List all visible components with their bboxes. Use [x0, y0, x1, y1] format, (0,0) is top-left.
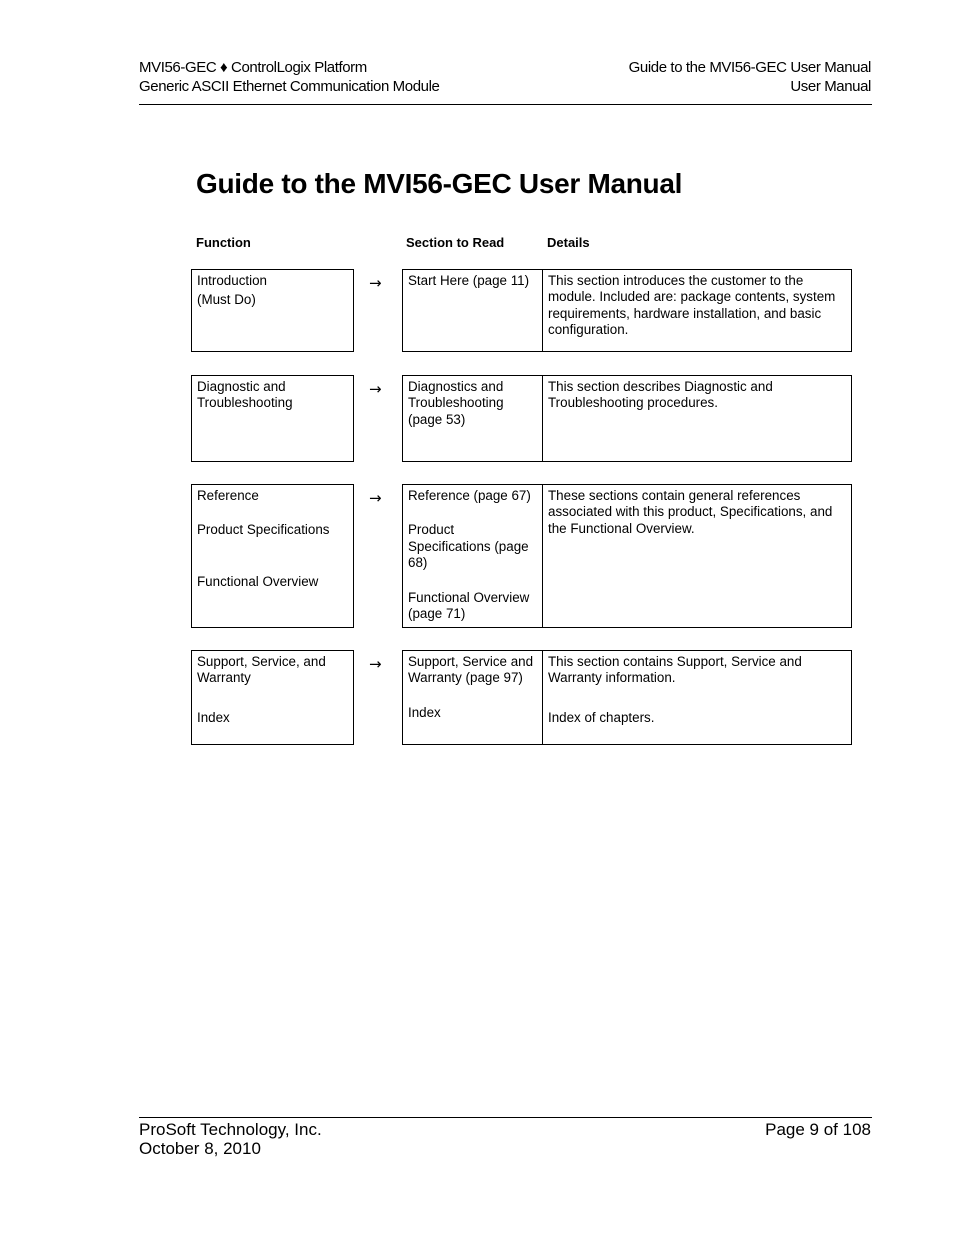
function-cell — [191, 484, 354, 628]
function-text: (Must Do) — [197, 292, 256, 308]
function-text: Diagnostic and Troubleshooting — [197, 379, 293, 411]
footer-divider — [139, 1117, 872, 1118]
arrow-icon: → — [369, 380, 382, 398]
section-cell — [402, 650, 543, 745]
section-link[interactable]: Index — [408, 704, 441, 720]
details-cell — [542, 650, 852, 745]
details-text: This section introduces the customer to the module. Included are: package contents, system requirements, hardware installation, and basic configuration. — [548, 273, 836, 338]
section-cell — [402, 269, 543, 352]
column-header-section: Section to Read — [406, 235, 505, 250]
column-header-details: Details — [547, 235, 590, 250]
details-text: These sections contain general references associated with this product, Specifications, and the Functional Overview. — [548, 488, 833, 536]
footer-company: ProSoft Technology, Inc. — [139, 1120, 322, 1139]
footer-left — [139, 1120, 322, 1158]
function-text: Functional Overview — [197, 573, 319, 589]
section-cell — [402, 375, 543, 462]
function-text: Index — [197, 709, 230, 725]
details-cell — [542, 484, 852, 628]
header-section-name: Guide to the MVI56-GEC User Manual — [628, 59, 871, 76]
details-text: This section contains Support, Service and Warranty information. — [548, 654, 802, 686]
details-text: Index of chapters. — [548, 709, 655, 725]
header-product-line: MVI56-GEC ♦ ControlLogix Platform — [139, 59, 367, 76]
function-cell — [191, 650, 354, 745]
function-cell — [191, 375, 354, 462]
arrow-icon: → — [369, 489, 382, 507]
arrow-icon: → — [369, 655, 382, 673]
column-header-function: Function — [196, 235, 251, 250]
section-link[interactable]: Start Here (page 11) — [408, 273, 530, 288]
section-link[interactable]: Support, Service and Warranty (page 97) — [408, 654, 534, 686]
details-cell — [542, 269, 852, 352]
page-title: Guide to the MVI56-GEC User Manual — [196, 168, 683, 199]
function-text: Product Specifications — [197, 522, 330, 538]
function-cell — [191, 269, 354, 352]
header-right — [629, 58, 871, 96]
section-cell — [402, 484, 543, 628]
section-link[interactable]: Diagnostics and Troubleshooting (page 53) — [408, 379, 504, 427]
function-text: Reference — [197, 488, 259, 503]
section-link[interactable]: Product Specifications (page 68) — [408, 522, 529, 571]
details-cell — [542, 375, 852, 462]
section-link[interactable]: Reference (page 67) — [408, 488, 531, 503]
details-text: This section describes Diagnostic and Troubleshooting procedures. — [548, 379, 773, 411]
header-left — [139, 58, 439, 96]
header-manual-type: User Manual — [790, 78, 871, 95]
section-link[interactable]: Functional Overview (page 71) — [408, 589, 530, 622]
footer-date: October 8, 2010 — [139, 1139, 261, 1158]
arrow-icon: → — [369, 274, 382, 292]
page-number: Page 9 of 108 — [765, 1120, 871, 1139]
header-module-name: Generic ASCII Ethernet Communication Module — [139, 78, 440, 95]
function-text: Introduction — [197, 273, 267, 288]
header-divider — [139, 104, 872, 105]
function-text: Support, Service, and Warranty — [197, 654, 326, 686]
